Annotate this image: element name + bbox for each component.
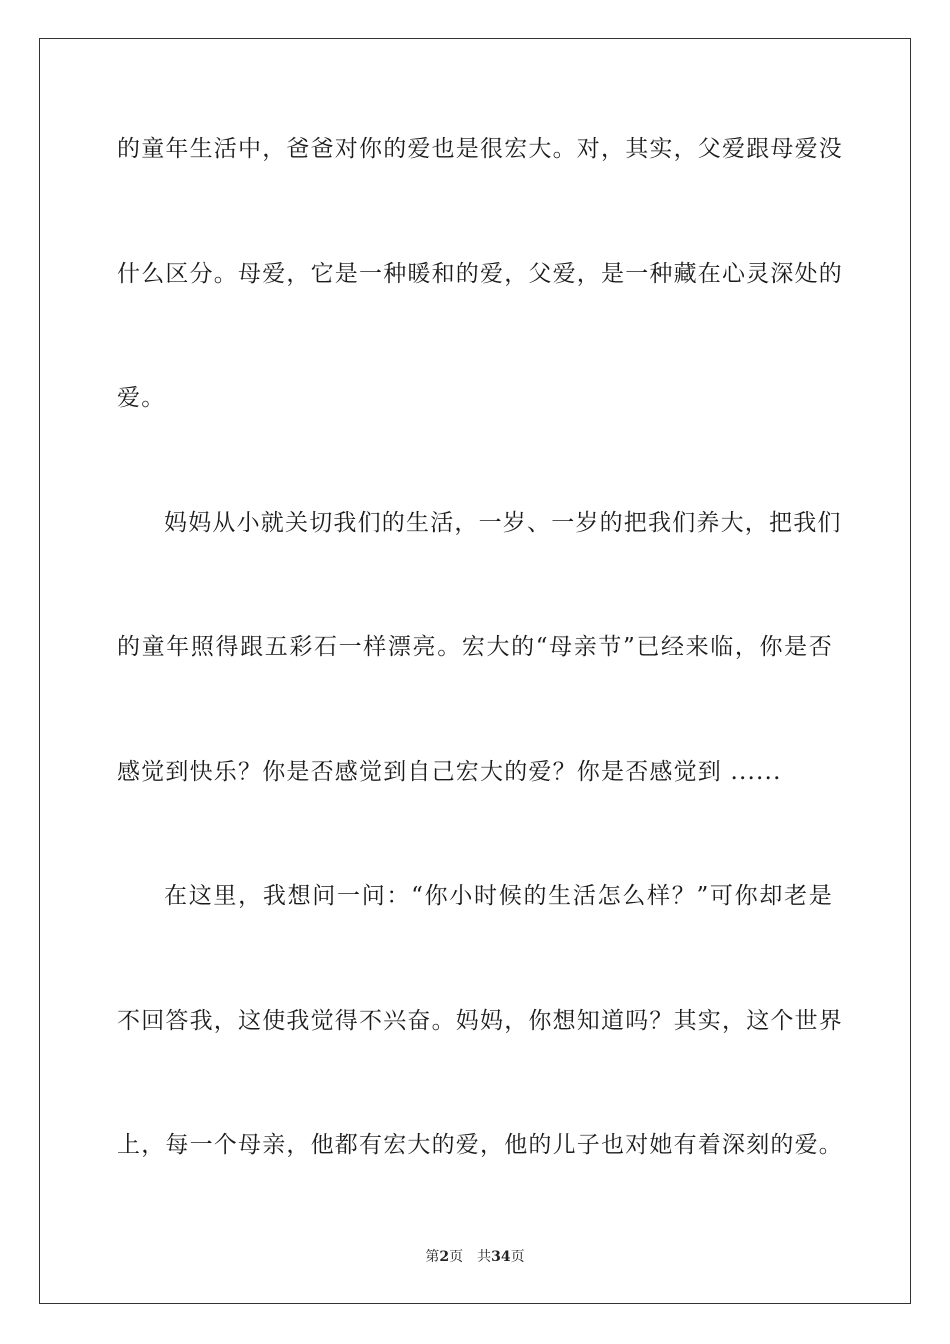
paragraph-3-line-2: 不回答我，这使我觉得不兴奋。妈妈，你想知道吗？其实，这个世界 bbox=[117, 1008, 843, 1034]
paragraph-1-line-2: 什么区分。母爱，它是一种暖和的爱，父爱，是一种藏在心灵深处的 bbox=[117, 261, 843, 287]
paragraph-2-line-2: 的童年照得跟五彩石一样漂亮。宏大的“母亲节”已经来临，你是否 bbox=[117, 634, 833, 660]
page-prefix: 第 bbox=[425, 1249, 440, 1265]
page-number: 2 bbox=[439, 1249, 450, 1265]
page-footer bbox=[0, 1248, 950, 1266]
page-border bbox=[39, 38, 911, 1304]
paragraph-1-line-1: 的童年生活中，爸爸对你的爱也是很宏大。对，其实，父爱跟母爱没 bbox=[117, 136, 843, 162]
total-prefix: 共 bbox=[477, 1249, 492, 1265]
total-suffix: 页 bbox=[510, 1249, 525, 1265]
paragraph-2-line-3: 感觉到快乐？你是否感觉到自己宏大的爱？你是否感觉到 ...... bbox=[117, 759, 782, 785]
page-suffix: 页 bbox=[449, 1249, 464, 1265]
paragraph-3-line-1: 在这里，我想问一问：“你小时候的生活怎么样？”可你却老是 bbox=[164, 883, 833, 909]
paragraph-3-line-3: 上，每一个母亲，他都有宏大的爱，他的儿子也对她有着深刻的爱。 bbox=[117, 1132, 843, 1158]
paragraph-2-line-1: 妈妈从小就关切我们的生活，一岁、一岁的把我们养大，把我们 bbox=[164, 510, 842, 536]
paragraph-1-line-3: 爱。 bbox=[117, 385, 166, 411]
total-pages: 34 bbox=[491, 1249, 511, 1265]
